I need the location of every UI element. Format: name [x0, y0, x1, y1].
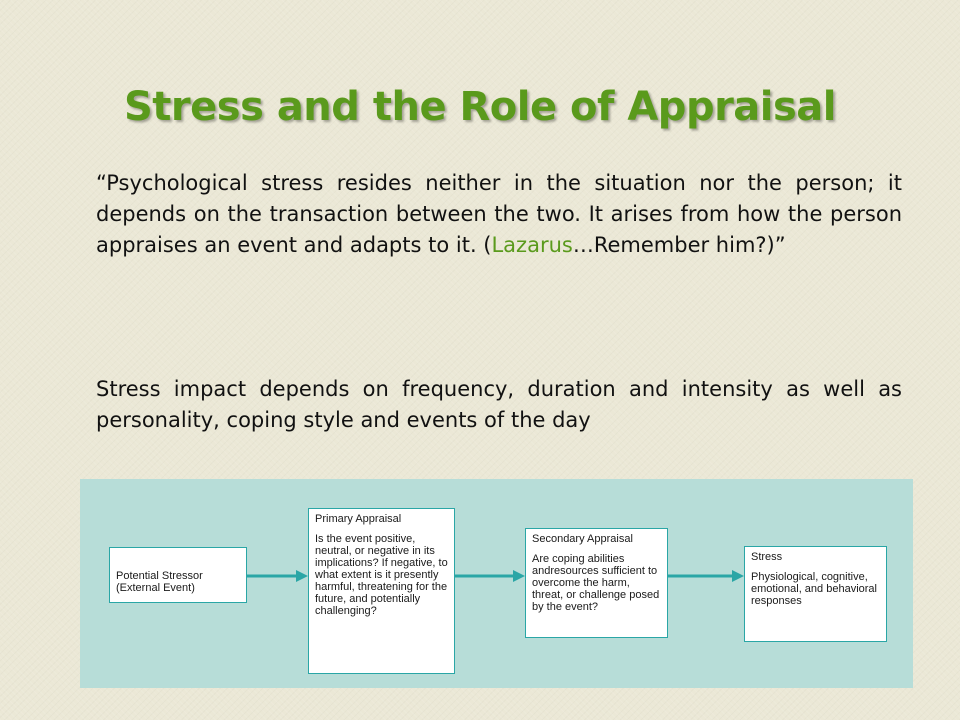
- primary-appraisal-box: [308, 508, 455, 674]
- potential-stressor-box: [109, 547, 247, 603]
- appraisal-diagram: [80, 479, 913, 688]
- quote-tail: …Remember him?)”: [572, 233, 786, 257]
- potential-stressor-title: Potential Stressor (External Event): [116, 570, 203, 594]
- quote-author: Lazarus: [491, 233, 573, 257]
- stress-title: Stress: [751, 551, 783, 563]
- stress-body: Physiological, cognitive, emotional, and behavioral responses: [751, 571, 877, 607]
- arrow-icon: [668, 568, 745, 584]
- stress-impact-text: Stress impact depends on frequency, duration and intensity as well as personality, coping style and events of the day: [96, 377, 902, 432]
- secondary-appraisal-box: [525, 528, 668, 638]
- primary-appraisal-title: Primary Appraisal: [315, 513, 402, 525]
- primary-appraisal-body: Is the event positive, neutral, or negative in its implications? If negative, to what extent is it presently harmful, threatening for the future, and potentially challenging?: [315, 533, 448, 617]
- arrow-icon: [247, 568, 309, 584]
- lazarus-quote: [96, 168, 902, 261]
- arrow-icon: [455, 568, 526, 584]
- slide-title: Stress and the Role of Appraisal: [123, 84, 837, 130]
- quote-text: “Psychological stress resides neither in the situation nor the person; it depends on the transaction between the two. It arises from how the person appraises an event and adapts to it. (: [96, 171, 902, 257]
- stress-box: [744, 546, 887, 642]
- secondary-appraisal-body: Are coping abilities andresources sufficient to overcome the harm, threat, or challenge posed by the event?: [532, 553, 660, 613]
- secondary-appraisal-title: Secondary Appraisal: [532, 533, 633, 545]
